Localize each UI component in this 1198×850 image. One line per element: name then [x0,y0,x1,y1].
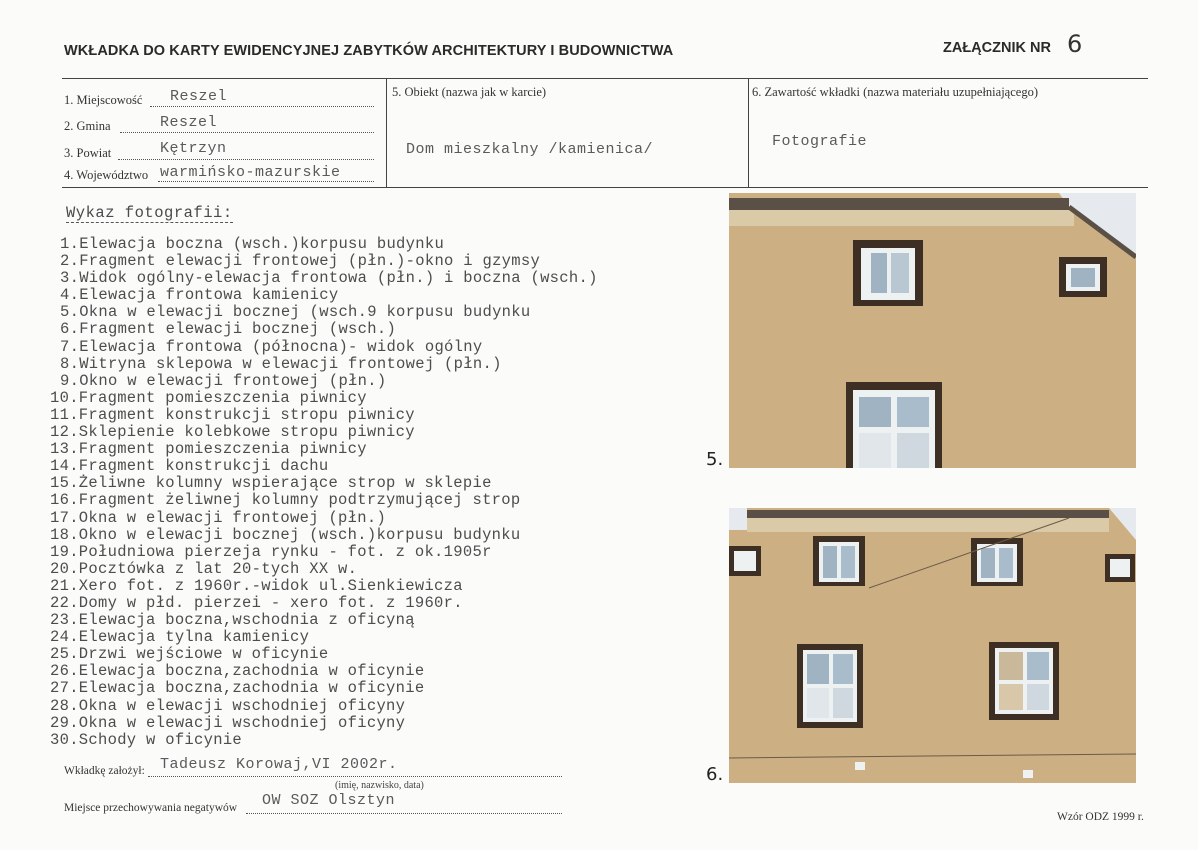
photo-list [50,235,598,749]
locality-label: 1. Miejscowość [64,93,143,107]
form-version: Wzór ODZ 1999 r. [1057,811,1144,823]
facade-photo-5-image [729,193,1136,468]
photo-list-item: 20.Pocztówka z lat 20-tych XX w. [50,559,358,578]
photo-caption-5: 5. [706,449,724,470]
commune-value: Reszel [160,114,218,131]
county-value: Kętrzyn [160,140,227,157]
photo-list-item: 23.Elewacja boczna,wschodnia z oficyną [50,611,415,630]
header-rule [62,78,1148,79]
content-label: 6. Zawartość wkładki (nazwa materiału uzupełniającego) [752,85,1038,99]
photo-list-item: 15.Żeliwne kolumny wspierające strop w sklepie [50,474,492,493]
photo-list-item: 21.Xero fot. z 1960r.-widok ul.Sienkiewicza [50,576,463,595]
photo-list-item: 22.Domy w płd. pierzei - xero fot. z 1960r. [50,593,463,612]
photo-list-item: 6.Fragment elewacji bocznej (wsch.) [60,320,397,339]
photo-list-item: 5.Okna w elewacji bocznej (wsch.9 korpusu budynku [60,303,531,322]
photo-list-item: 10.Fragment pomieszczenia piwnicy [50,388,367,407]
author-hint: (imię, nazwisko, data) [335,780,424,791]
photo-list-item: 7.Elewacja frontowa (północna)- widok ogólny [60,337,483,356]
content-value: Fotografie [772,133,868,150]
annex-number: 6 [1067,30,1083,58]
photo-list-item: 16.Fragment żeliwnej kolumny podtrzymującej strop [50,491,521,510]
photo-list-item: 3.Widok ogólny-elewacja frontowa (płn.) i boczna (wsch.) [60,269,598,288]
voivodeship-value: warmińsko-mazurskie [160,164,341,181]
photo-list-item: 9.Okno w elewacji frontowej (płn.) [60,371,387,390]
photo-list-item: 25.Drzwi wejściowe w oficynie [50,645,329,664]
commune-dotline [120,132,374,133]
photo-list-item: 2.Fragment elewacji frontowej (płn.)-okno i gzymsy [60,252,541,271]
author-dotline [148,776,562,777]
photo-list-heading: Wykaz fotografii: [66,204,233,222]
locality-dotline [150,106,374,107]
photo-list-item: 28.Okna w elewacji wschodniej oficyny [50,696,406,715]
photo-list-item: 14.Fragment konstrukcji dachu [50,457,329,476]
county-dotline [118,159,374,160]
photo-list-item: 30.Schody w oficynie [50,730,243,749]
photo-list-item: 13.Fragment pomieszczenia piwnicy [50,440,367,459]
storage-dotline [246,813,562,814]
annex-label: ZAŁĄCZNIK NR [943,40,1051,56]
table-bottom-rule [62,187,1148,188]
photo-list-item: 26.Elewacja boczna,zachodnia w oficynie [50,662,425,681]
photo-list-item: 19.Południowa pierzeja rynku - fot. z ok.1905r [50,542,492,561]
facade-photo-6-image [729,508,1136,783]
locality-value: Reszel [170,88,228,105]
commune-label: 2. Gmina [64,119,111,133]
object-value: Dom mieszkalny /kamienica/ [406,141,654,158]
photo-list-item: 12.Sklepienie kolebkowe stropu piwnicy [50,423,415,442]
voivodeship-label: 4. Województwo [64,168,149,182]
photo-caption-6: 6. [706,764,724,785]
storage-label: Miejsce przechowywania negatywów [64,802,238,814]
photo-list-item: 8.Witryna sklepowa w elewacji frontowej (płn.) [60,354,502,373]
photo-list-item: 18.Okno w elewacji bocznej (wsch.)korpusu budynku [50,525,521,544]
object-label: 5. Obiekt (nazwa jak w karcie) [392,85,547,99]
author-label: Wkładkę założył: [64,765,145,777]
photo-list-item: 27.Elewacja boczna,zachodnia w oficynie [50,679,425,698]
column-divider-1 [386,78,387,188]
column-divider-2 [748,78,749,188]
voivodeship-dotline [158,181,374,182]
photo-list-item: 17.Okna w elewacji frontowej (płn.) [50,508,387,527]
photo-list-item: 4.Elewacja frontowa kamienicy [60,286,339,305]
storage-value: OW SOZ Olsztyn [262,792,396,809]
photo-list-item: 24.Elewacja tylna kamienicy [50,628,310,647]
photo-list-item: 29.Okna w elewacji wschodniej oficyny [50,713,406,732]
author-value: Tadeusz Korowaj,VI 2002r. [160,756,398,773]
county-label: 3. Powiat [64,146,112,160]
facade-photo-6 [729,508,1136,783]
photo-list-item: 11.Fragment konstrukcji stropu piwnicy [50,405,415,424]
facade-photo-5 [729,193,1136,468]
photo-list-item: 1.Elewacja boczna (wsch.)korpusu budynku [60,235,445,253]
document-title: WKŁADKA DO KARTY EWIDENCYJNEJ ZABYTKÓW ARCHITEKTURY I BUDOWNICTWA [64,43,674,59]
